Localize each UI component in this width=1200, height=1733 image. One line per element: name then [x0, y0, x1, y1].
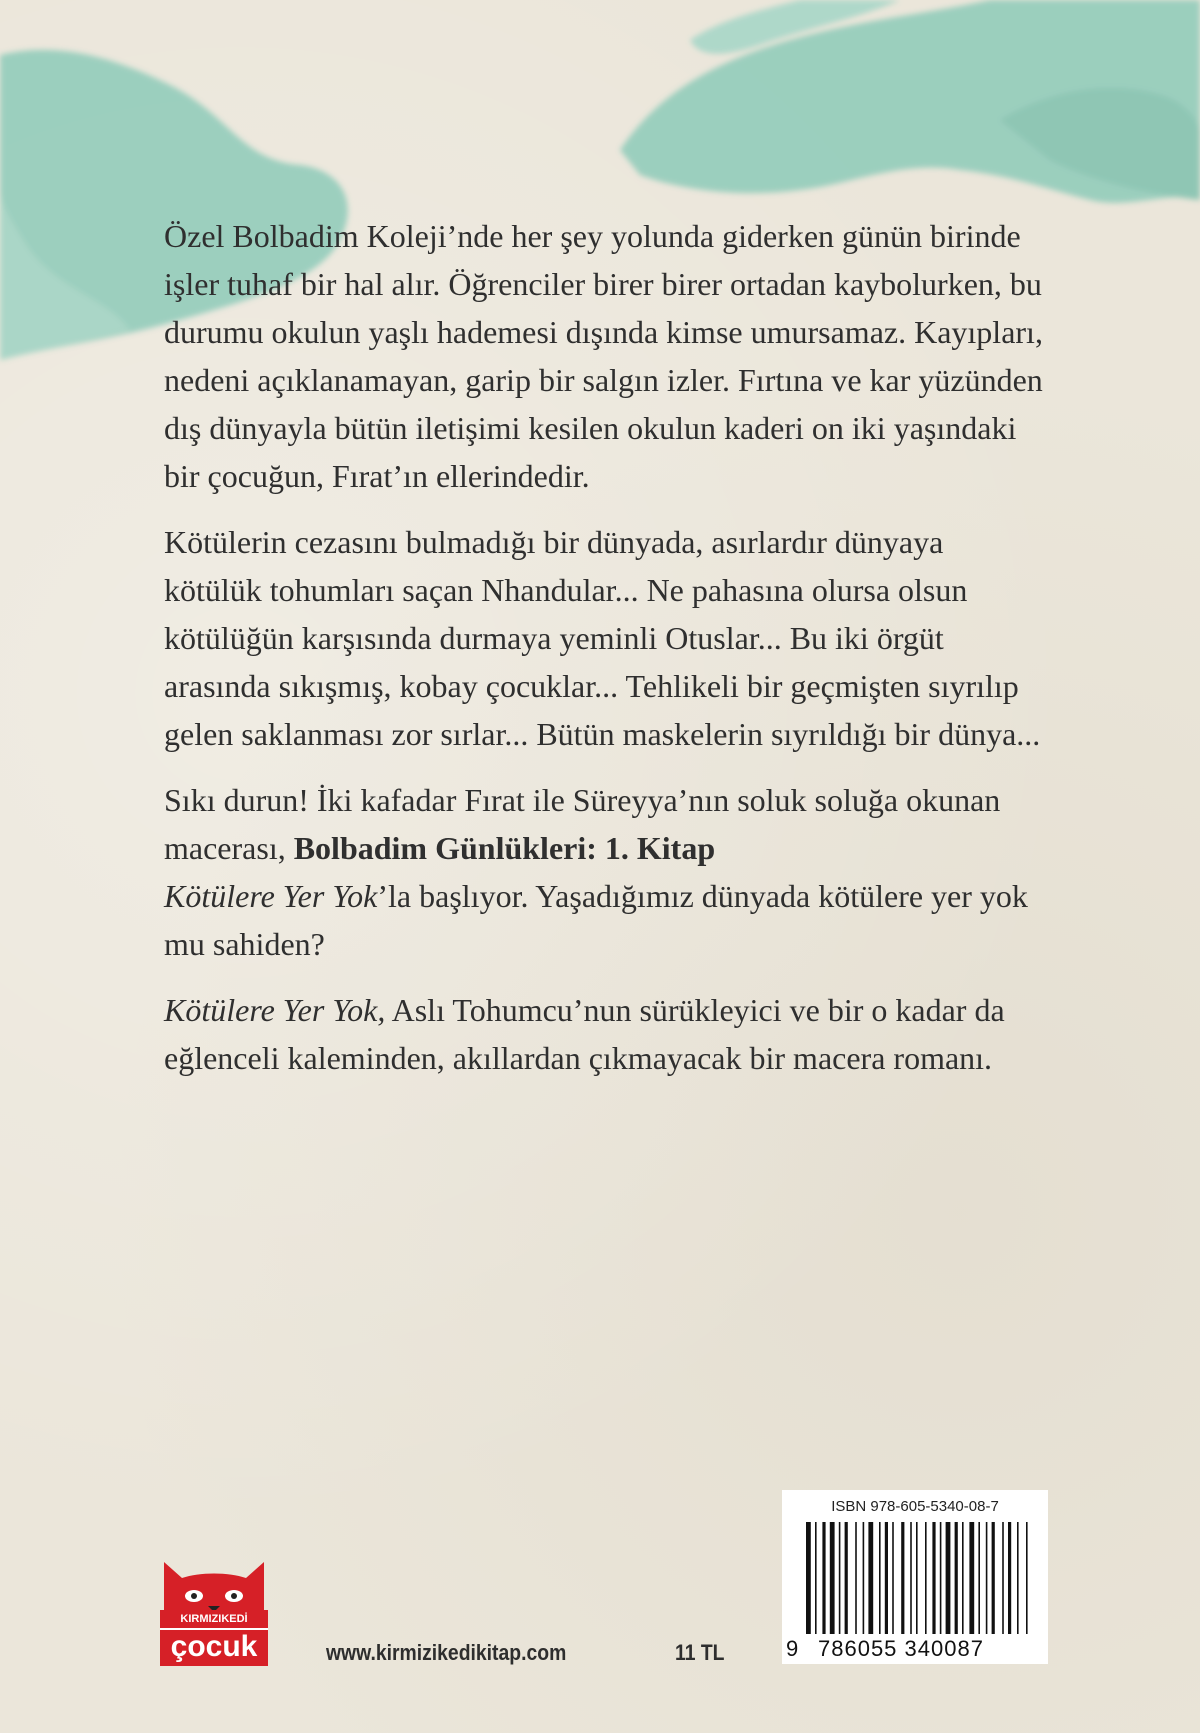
- isbn-label: ISBN 978-605-5340-08-7: [831, 1498, 999, 1515]
- barcode-bar: [1008, 1522, 1011, 1634]
- barcode-bar: [969, 1522, 974, 1634]
- barcode-bar: [806, 1522, 811, 1634]
- barcode-bar: [962, 1522, 964, 1634]
- barcode-bar: [1026, 1522, 1028, 1634]
- publisher-logo: [160, 1548, 268, 1664]
- blurb-text: [164, 212, 1044, 1082]
- barcode-bar: [925, 1522, 927, 1634]
- logo-cocuk-text: çocuk: [160, 1628, 268, 1666]
- barcode-digit-first: 9: [786, 1636, 799, 1661]
- barcode-bar: [932, 1522, 935, 1634]
- blurb-p3-intro: Sıkı durun! İki kafadar Fırat ile Süreyya’nın soluk soluğa okunan macerası,: [164, 782, 1001, 866]
- barcode-digits-rest: 786055 340087: [818, 1636, 984, 1661]
- barcode-bars: [806, 1522, 1028, 1634]
- isbn-barcode: [782, 1490, 1048, 1664]
- blurb-p3-outro: ’la başlıyor. Yaşadığımız dünyada kötülere yer yok mu sahiden?: [164, 878, 1028, 962]
- barcode-bar: [946, 1522, 951, 1634]
- barcode-bar: [863, 1522, 865, 1634]
- barcode-bar: [992, 1522, 995, 1634]
- barcode-bar: [916, 1522, 918, 1634]
- cat-icon: [160, 1548, 268, 1618]
- logo-brand-text: KIRMIZIKEDİ: [160, 1610, 268, 1628]
- barcode-bar: [901, 1522, 904, 1634]
- barcode-bar: [830, 1522, 835, 1634]
- series-title: Bolbadim Günlükleri: 1. Kitap: [293, 830, 716, 866]
- book-title: Kötülere Yer Yok: [164, 878, 378, 914]
- barcode-bar: [822, 1522, 825, 1634]
- barcode-bar: [839, 1522, 841, 1634]
- barcode-bar: [986, 1522, 988, 1634]
- barcode-bar: [892, 1522, 894, 1634]
- barcode-bar: [879, 1522, 881, 1634]
- blurb-paragraph-3: [164, 776, 1044, 968]
- blurb-p4-rest: Aslı Tohumcu’nun sürükleyici ve bir o kadar da eğlenceli kaleminden, akıllardan çıkmayacak bir macera romanı.: [164, 992, 1005, 1076]
- barcode-bar: [955, 1522, 958, 1634]
- barcode-bar: [940, 1522, 942, 1634]
- barcode-bar: [868, 1522, 873, 1634]
- barcode-bar: [910, 1522, 912, 1634]
- barcode-bar: [1002, 1522, 1004, 1634]
- barcode-bar: [1017, 1522, 1019, 1634]
- blurb-paragraph-4: [164, 986, 1044, 1082]
- book-title-2: Kötülere Yer Yok,: [164, 992, 386, 1028]
- publisher-website: www.kirmizikedikitap.com: [326, 1640, 567, 1665]
- barcode-bar: [845, 1522, 848, 1634]
- blurb-paragraph-1: Özel Bolbadim Koleji’nde her şey yolunda giderken günün birinde işler tuhaf bir hal alır. Öğrenciler birer birer ortadan kaybolurken, bu durumu okulun yaşlı hademesi dışında kimse umursamaz. Kayıpları, nedeni açıklanamayan, garip bir salgın izler. Fırtına ve kar yüzünden dış dünyayla bütün iletişimi kesilen okulun kaderi on iki yaşındaki bir çocuğun, Fırat’ın ellerindedir.: [164, 218, 1043, 494]
- barcode-bar: [815, 1522, 817, 1634]
- barcode-bar: [978, 1522, 980, 1634]
- barcode-bar: [885, 1522, 888, 1634]
- barcode-bar: [855, 1522, 857, 1634]
- blurb-paragraph-2: Kötülerin cezasını bulmadığı bir dünyada, asırlardır dünyaya kötülük tohumları saçan Nhandular... Ne pahasına olursa olsun kötülüğün karşısında durmaya yeminli Otuslar... Bu iki örgüt arasında sıkışmış, kobay çocuklar... Tehlikeli bir geçmişten sıyrılıp gelen saklanması zor sırlar... Bütün maskelerin sıyrıldığı bir dünya...: [164, 524, 1041, 752]
- price-label: 11 TL: [675, 1640, 725, 1665]
